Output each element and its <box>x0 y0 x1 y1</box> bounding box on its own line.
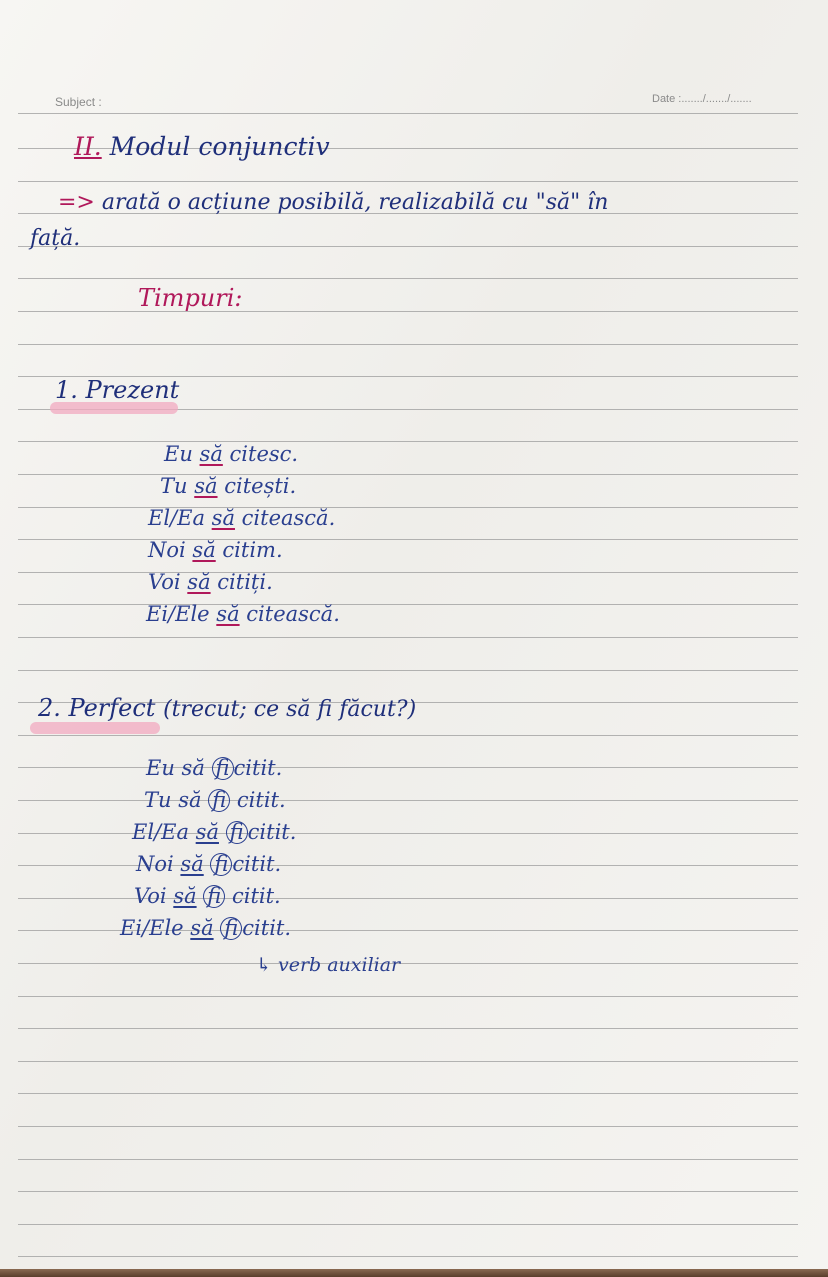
present-line: Ei/Ele să citească. <box>146 602 340 626</box>
ruled-line <box>18 1159 798 1160</box>
ruled-line <box>18 1093 798 1094</box>
ruled-line <box>18 246 798 247</box>
perfect-line: Tu să fi citit. <box>144 788 286 812</box>
ruled-line <box>18 1061 798 1062</box>
ruled-line <box>18 441 798 442</box>
title-text: Modul conjunctiv <box>109 132 330 161</box>
perfect-line: Noi să fi citit. <box>136 852 282 876</box>
ruled-line <box>18 539 798 540</box>
ruled-line <box>18 865 798 866</box>
ruled-line <box>18 800 798 801</box>
perfect-heading-highlight <box>30 722 160 734</box>
present-line: Noi să citim. <box>148 538 283 562</box>
perfect-heading: 2. Perfect <box>38 694 156 722</box>
definition-line-1 <box>58 190 608 215</box>
ruled-line <box>18 344 798 345</box>
ruled-line <box>18 278 798 279</box>
perfect-line: Ei/Ele să fi citit. <box>120 916 292 940</box>
ruled-line <box>18 1224 798 1225</box>
ruled-line <box>18 963 798 964</box>
ruled-line <box>18 767 798 768</box>
ruled-line <box>18 474 798 475</box>
definition-line-2: față. <box>30 226 81 251</box>
ruled-line <box>18 604 798 605</box>
table-edge <box>0 1269 828 1277</box>
subject-label: Subject : <box>55 95 102 109</box>
title-numeral: II. <box>74 132 102 161</box>
definition-text: arată o acțiune posibilă, realizabilă cu "să" în <box>101 190 609 215</box>
present-heading: 1. Prezent <box>55 376 180 404</box>
ruled-line <box>18 1028 798 1029</box>
ruled-line <box>18 181 798 182</box>
ruled-line <box>18 572 798 573</box>
present-line: Eu să citesc. <box>164 442 299 466</box>
perfect-line: Voi să fi citit. <box>134 884 281 908</box>
perfect-line: El/Ea să fi citit. <box>132 820 297 844</box>
auxiliary-verb-note: ↳ verb auxiliar <box>256 954 401 976</box>
ruled-line <box>18 1126 798 1127</box>
arrow-icon: => <box>58 190 95 215</box>
ruled-line <box>18 735 798 736</box>
ruled-line <box>18 1256 798 1257</box>
ruled-line <box>18 311 798 312</box>
ruled-line <box>18 996 798 997</box>
ruled-line <box>18 507 798 508</box>
ruled-line <box>18 637 798 638</box>
present-line: El/Ea să citească. <box>148 506 336 530</box>
present-line: Voi să citiți. <box>148 570 273 594</box>
present-line: Tu să citești. <box>160 474 297 498</box>
ruled-line <box>18 113 798 114</box>
page-title <box>74 132 330 161</box>
tenses-heading: Timpuri: <box>138 284 243 312</box>
ruled-line <box>18 1191 798 1192</box>
ruled-line <box>18 670 798 671</box>
perfect-heading-row <box>38 694 416 722</box>
date-label: Date :......./......./....... <box>652 93 752 105</box>
perfect-note: (trecut; ce să fi făcut?) <box>163 697 417 722</box>
perfect-line: Eu să fi citit. <box>146 756 283 780</box>
